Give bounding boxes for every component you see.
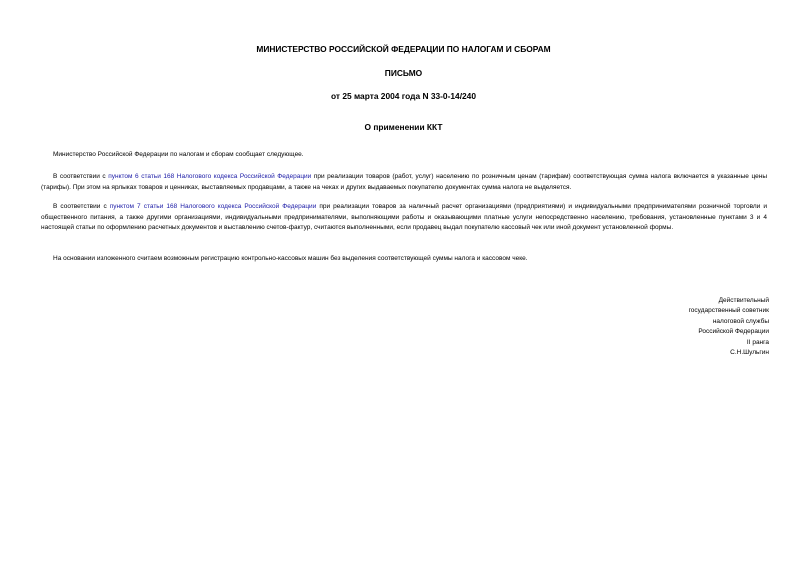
paragraph-clause-7 [41, 202, 767, 234]
paragraph-text: при реализации товаров (работ, услуг) населению по розничным ценам (тарифам) соответствующая сумма налога включается в указанные цены (тарифы). При этом на ярлыках товаров и ценниках, выставляемых продавцами, а также на чеках и других выдаваемых покупателю документах сумма налога не выделяется. [41, 173, 767, 191]
ministry-title: МИНИСТЕРСТВО РОССИЙСКОЙ ФЕДЕРАЦИИ ПО НАЛОГАМ И СБОРАМ [256, 44, 551, 54]
signature-line: государственный советник [688, 307, 769, 315]
document-type: ПИСЬМО [384, 68, 423, 78]
paragraph-conclusion: На основании изложенного считаем возможным регистрацию контрольно-кассовых машин без выделения соответствующей суммы налога и кассовом чеке. [53, 255, 528, 262]
paragraph-text: при реализации товаров за наличный расчет организациями (предприятиями) и индивидуальными предпринимателями розничной торговли и общественного питания, а также другими организациями, индивидуальными предпринимателями, выполняющими работы и оказывающими платные услуги непосредственно населению, требования, установленные пунктами 3 и 4 настоящей статьи по оформлению расчетных документов и выставлению счетов-фактур, считаются выполненными, если продавец выдал покупателю кассовый чек или иной документ установленной формы. [41, 203, 767, 231]
paragraph-text: В соответствии с [53, 173, 109, 180]
signatory-name: С.Н.Шульгин [730, 349, 769, 357]
paragraph-clause-6 [41, 172, 767, 193]
paragraph-intro: Министерство Российской Федерации по налогам и сборам сообщает следующее. [53, 151, 304, 158]
signature-line: налоговой службы [712, 317, 769, 325]
signature-block [689, 296, 769, 358]
paragraph-text: В соответствии с [53, 203, 110, 210]
signature-line: Действительный [718, 297, 769, 304]
document-date-number: от 25 марта 2004 года N 33-0-14/240 [331, 91, 476, 101]
tax-code-link-clause-6[interactable]: пунктом 6 статьи 168 Налогового кодекса Российской Федерации [108, 173, 312, 180]
document-subject: О применении ККТ [364, 122, 443, 132]
signature-line: II ранга [746, 338, 769, 346]
signature-line: Российской Федерации [698, 328, 769, 336]
tax-code-link-clause-7[interactable]: пунктом 7 статьи 168 Налогового кодекса Российской Федерации [109, 203, 317, 210]
